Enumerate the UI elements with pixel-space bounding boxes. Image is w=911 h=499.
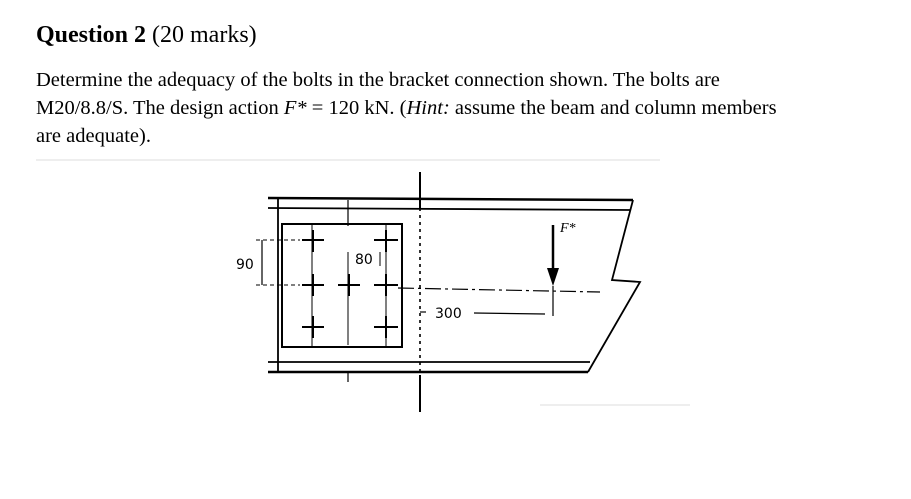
- question-label: Question 2: [36, 22, 147, 48]
- bolt-icon: [302, 274, 324, 296]
- bolt-icon: [374, 274, 398, 296]
- bolt-icon: [302, 316, 324, 338]
- force-label: F*: [560, 221, 576, 236]
- question-marks: (20 marks): [152, 22, 257, 48]
- bolt-icon: [374, 230, 398, 252]
- dimension-label-90: 90: [236, 257, 254, 273]
- dim-300-line-right: [474, 313, 545, 314]
- bolt-group-centreline: [398, 288, 600, 292]
- dimension-label-300: 300: [435, 306, 462, 322]
- beam-top-flange-inner: [268, 208, 630, 210]
- bolt-icon: [374, 316, 398, 338]
- line3-text: are adequate).: [36, 125, 151, 147]
- dimension-label-80: 80: [355, 252, 373, 268]
- line1-text: Determine the adequacy of the bolts in the bracket connection shown. The bolts are: [36, 69, 720, 91]
- beam-top-flange-outer: [268, 198, 633, 200]
- bolt-group: [302, 230, 398, 338]
- line2-part1: M20/8.8/S. The design action: [36, 97, 284, 119]
- line2-part3: assume the beam and column members: [449, 97, 777, 119]
- line2-part2: = 120 kN. (: [306, 97, 407, 119]
- design-action-symbol: F*: [283, 97, 307, 119]
- bolt-icon: [338, 274, 360, 296]
- beam-break-line: [588, 200, 640, 372]
- hint-label: Hint:: [406, 97, 450, 119]
- bolt-icon: [302, 230, 324, 252]
- force-arrow-icon: [547, 268, 559, 286]
